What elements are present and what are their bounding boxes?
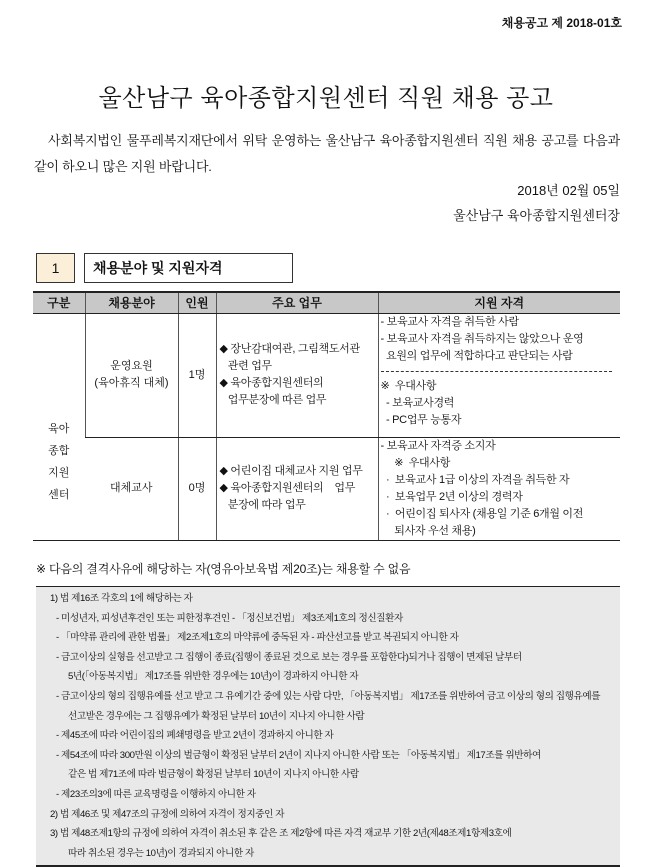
disqualification-item: 선고받은 경우에는 그 집행유예가 확정된 날부터 10년이 지나지 아니한 사람 <box>68 710 365 722</box>
header-count: 인원 <box>178 292 216 313</box>
disqualification-box <box>36 586 620 867</box>
disqualification-item: - 제45조에 따라 어린이집의 폐쇄명령을 받고 2년이 경과하지 아니한 자 <box>56 730 334 742</box>
header-category: 구분 <box>33 292 85 313</box>
preference-line: ※ 우대사항 <box>380 379 437 392</box>
section-number: 1 <box>36 253 75 283</box>
count-cell: 1명 <box>178 313 216 437</box>
disqualification-item: 3) 법 제48조제1항의 규정에 의하여 자격이 취소된 후 같은 조 제2항에 따른 자격 재교부 기한 2년(제48조제1항제3호에 <box>50 828 512 840</box>
qualification-line: · 보육업무 2년 이상의 경력자 <box>380 490 523 503</box>
field-line: 운영요원 <box>110 360 153 372</box>
preference-line: - PC업무 능통자 <box>380 413 462 426</box>
header-field: 채용분야 <box>85 292 178 313</box>
document-number: 채용공고 제 2018-01호 <box>501 16 622 30</box>
disqualification-item: 5년(「아동복지법」 제17조를 위반한 경우에는 10년)이 경과하지 아니한 자 <box>68 671 359 683</box>
disqualification-note: ※ 다음의 결격사유에 해당하는 자(영유아보육법 제20조)는 채용할 수 없음 <box>36 562 411 576</box>
qualifications-cell <box>378 313 620 437</box>
duty-line: 업무분장에 따른 업무 <box>219 394 327 406</box>
qualification-line: - 보육교사 자격을 취득한 사람 <box>380 315 519 328</box>
category-line: 육아 <box>48 422 70 435</box>
signer: 울산남구 육아종합지원센터장 <box>453 208 620 223</box>
section-title: 채용분야 및 지원자격 <box>84 253 293 283</box>
duty-line: 관련 업무 <box>219 360 272 372</box>
qualification-line: 요원의 업무에 적합하다고 판단되는 사람 <box>380 349 573 362</box>
preference-line: - 보육교사경력 <box>380 396 455 409</box>
table-row <box>33 437 620 540</box>
disqualification-item: - 제23조의3에 따른 교육명령을 이행하지 아니한 자 <box>56 788 256 800</box>
qualification-line: 퇴사자 우선 채용) <box>380 524 476 537</box>
duty-line: ◆ 육아종합지원센터의 업무 <box>219 482 356 494</box>
duty-line: ◆ 육아종합지원센터의 <box>219 377 324 389</box>
category-line: 센터 <box>48 488 70 501</box>
qualification-line: · 어린이집 퇴사자 (채용일 기준 6개월 이전 <box>380 507 584 520</box>
duties-cell <box>216 437 378 540</box>
count-cell: 0명 <box>178 437 216 540</box>
field-line: 대체교사 <box>109 482 153 494</box>
header-qualifications: 지원 자격 <box>378 292 620 313</box>
table-row <box>33 313 620 437</box>
duty-line: ◆ 어린이집 대체교사 지원 업무 <box>219 465 363 477</box>
header-duties: 주요 업무 <box>216 292 378 313</box>
disqualification-item: - 금고이상의 형의 집행유예를 선고 받고 그 유예기간 중에 있는 사람 다만, 「아동복지법」 제17조를 위반하여 금고 이상의 형의 집행유예를 <box>56 690 601 702</box>
disqualification-item: 따라 취소된 경우는 10년)이 경과되지 아니한 자 <box>68 847 254 859</box>
category-cell <box>33 313 85 540</box>
qualifications-cell <box>378 437 620 540</box>
qualification-line: ※ 우대사항 <box>380 456 451 469</box>
intro-paragraph: 사회복지법인 물푸레복지재단에서 위탁 운영하는 울산남구 육아종합지원센터 직원 채용 공고를 다음과 같이 하오니 많은 지원 바랍니다. <box>34 133 620 174</box>
field-line: (육아휴직 대체) <box>94 377 169 389</box>
qualification-line: - 보육교사 자격을 취득하지는 않았으나 운영 <box>380 332 584 345</box>
qualification-line: - 보육교사 자격증 소지자 <box>380 439 496 452</box>
duties-cell <box>216 313 378 437</box>
disqualification-item: - 금고이상의 실형을 선고받고 그 집행이 종료(집행이 종료된 것으로 보는 경우를 포함한다)되거나 집행이 면제된 날부터 <box>56 651 522 663</box>
field-cell <box>85 313 178 437</box>
recruitment-table <box>33 291 620 541</box>
disqualification-item: 같은 법 제71조에 따라 벌금형이 확정된 날부터 10년이 지나지 아니한 사람 <box>68 769 359 781</box>
field-cell <box>85 437 178 540</box>
page-title: 울산남구 육아종합지원센터 직원 채용 공고 <box>98 85 554 112</box>
category-line: 지원 <box>48 466 70 479</box>
qualification-line: · 보육교사 1급 이상의 자격을 취득한 자 <box>380 473 570 486</box>
divider <box>381 371 613 372</box>
duty-line: 분장에 따라 업무 <box>219 499 306 511</box>
category-line: 종합 <box>48 444 70 457</box>
disqualification-item: 2) 법 제46조 및 제47조의 규정에 의하여 자격이 정지중인 자 <box>50 808 285 820</box>
announcement-date: 2018년 02월 05일 <box>517 183 620 198</box>
disqualification-item: - 제54조에 따라 300만원 이상의 벌금형이 확정된 날부터 2년이 지나지 아니한 사람 또는 「아동복지법」 제17조를 위반하여 <box>56 749 541 761</box>
disqualification-item: - 미성년자, 피성년후견인 또는 피한정후견인 - 「정신보건법」 제3조제1호의 정신질환자 <box>56 612 403 624</box>
disqualification-item: 1) 법 제16조 각호의 1에 해당하는 자 <box>50 593 193 604</box>
duty-line: ◆ 장난감대여관, 그림책도서관 <box>219 343 360 355</box>
disqualification-item: - 「마약류 관리에 관한 법률」 제2조제1호의 마약류에 중독된 자 - 파산선고를 받고 복권되지 아니한 자 <box>56 632 459 644</box>
